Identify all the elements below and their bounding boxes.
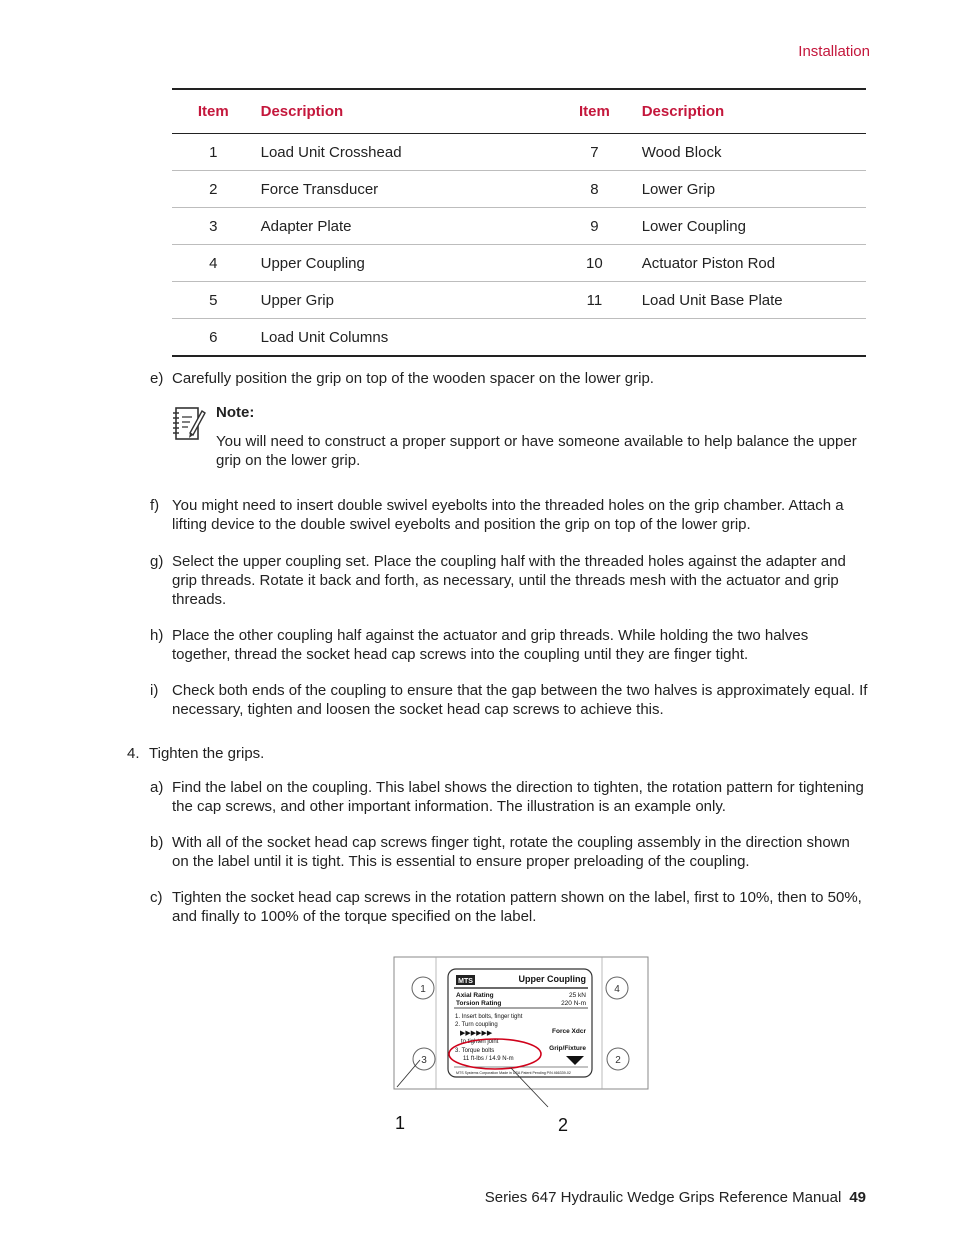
section-header: Installation (798, 43, 870, 60)
step-label: h) (150, 627, 164, 644)
item-number: 1 (209, 143, 218, 161)
item-description: Load Unit Columns (260, 328, 389, 346)
bolt-3 (413, 1048, 435, 1070)
grip-fixture-label: Grip/Fixture (549, 1045, 586, 1052)
table-header-row (172, 89, 866, 134)
callout-2: 2 (558, 1115, 569, 1135)
step-text: With all of the socket head cap screws finger tight, rotate the coupling assembly in the direction shown on the label until it is tight. This is essential to ensure proper preloading of the coupling. (172, 834, 850, 870)
step-text: Carefully position the grip on top of the wooden spacer on the lower grip. (172, 370, 654, 387)
item-description: Upper Coupling (260, 254, 365, 272)
item-description (636, 319, 866, 357)
column-header-description: Description (260, 103, 344, 120)
instruction-torque-bolts: 3. Torque bolts (455, 1048, 495, 1054)
axial-rating-value: 25 kN (569, 992, 586, 999)
instruction-turn-coupling: 2. Turn coupling (455, 1022, 498, 1028)
manual-title: Series 647 Hydraulic Wedge Grips Reference Manual (484, 1189, 842, 1206)
step-label: e) (150, 370, 164, 387)
item-description: Actuator Piston Rod (641, 254, 776, 272)
coupling-label-title: Upper Coupling (518, 974, 586, 984)
svg-text:4: 4 (614, 984, 620, 995)
mts-logo: MTS (458, 978, 473, 985)
step-text: Find the label on the coupling. This label shows the direction to tighten, the rotation pattern for tightening the cap screws, and other important information. The illustration is an example only. (172, 779, 864, 815)
item-description: Adapter Plate (260, 217, 352, 235)
table-row (172, 171, 866, 208)
axial-rating-label: Axial Rating (456, 992, 494, 999)
note-title: Note: (216, 404, 255, 421)
note-icon (172, 405, 206, 443)
force-xdcr-label: Force Xdcr (552, 1028, 586, 1035)
callout-1: 1 (395, 1113, 406, 1133)
torque-value: 11 ft-lbs / 14.9 N-m (463, 1056, 514, 1062)
item-number: 11 (586, 291, 603, 309)
step-label: b) (150, 834, 164, 851)
item-description: Load Unit Crosshead (260, 143, 402, 161)
item-description: Wood Block (641, 143, 722, 161)
page-footer (485, 1189, 866, 1206)
svg-text:3: 3 (421, 1055, 427, 1066)
item-description: Load Unit Base Plate (641, 291, 783, 309)
item-description: Force Transducer (260, 180, 379, 198)
item-number: 5 (209, 291, 218, 309)
step-label: i) (150, 682, 159, 699)
step-label: g) (150, 553, 164, 570)
step-label: c) (150, 889, 163, 906)
table-row (172, 282, 866, 319)
bolt-1 (412, 977, 434, 999)
bolt-4 (606, 977, 628, 999)
step-text: Check both ends of the coupling to ensure that the gap between the two halves is approximately equal. If necessary, tighten and loosen the socket head cap screws to achieve this. (172, 682, 868, 718)
rotation-arrows: ▶▶▶▶▶▶ (460, 1030, 493, 1037)
item-number: 4 (209, 254, 218, 272)
item-number: 9 (590, 217, 599, 235)
step-text: You might need to insert double swivel eyebolts into the threaded holes on the grip chamber. Attach a lifting device to the double swivel eyebolts and position the grip on top of the lower grip. (172, 497, 844, 533)
step-label: a) (150, 779, 164, 796)
column-header-item: Item (197, 103, 229, 120)
svg-text:2: 2 (615, 1055, 621, 1066)
coupling-label-illustration (390, 955, 652, 1140)
item-number: 7 (590, 143, 599, 161)
torsion-rating-value: 220 N-m (561, 1000, 586, 1007)
step-text: Select the upper coupling set. Place the coupling half with the threaded holes against the adapter and grip threads. Rotate it back and forth, as necessary, until the threads mesh with the actuator and grip threads. (172, 553, 846, 608)
item-number: 2 (209, 180, 218, 198)
item-description: Lower Coupling (641, 217, 746, 235)
table-row (172, 245, 866, 282)
svg-text:1: 1 (420, 984, 426, 995)
step-text: Tighten the socket head cap screws in the rotation pattern shown on the label, first to 10%, then to 50%, and finally to 100% of the torque specified on the label. (172, 889, 862, 925)
item-number: 6 (209, 328, 218, 346)
table-row (172, 134, 866, 171)
page-number: 49 (849, 1189, 866, 1206)
step-text: Place the other coupling half against the actuator and grip threads. While holding the two halves together, thread the socket head cap screws into the coupling until they are finger tight. (172, 627, 809, 663)
table-row (172, 208, 866, 245)
bolt-2 (607, 1048, 629, 1070)
item-description-table (172, 88, 866, 357)
step-label: 4. (127, 745, 140, 762)
item-number: 10 (586, 254, 603, 272)
step-text: Tighten the grips. (149, 745, 265, 762)
table-row (172, 319, 866, 357)
item-description: Upper Grip (260, 291, 334, 309)
step-label: f) (150, 497, 160, 514)
note-text: You will need to construct a proper support or have someone available to help balance the upper grip on the lower grip. (216, 433, 857, 469)
torsion-rating-label: Torsion Rating (456, 1000, 502, 1007)
item-number: 8 (590, 180, 599, 198)
instruction-tighten-joint: to tighten joint (461, 1039, 499, 1045)
instruction-insert-bolts: 1. Insert bolts, finger tight (455, 1014, 523, 1020)
item-description: Lower Grip (641, 180, 716, 198)
column-header-item: Item (578, 103, 610, 120)
label-fine-print: MTS Systems Corporation Made in USA Patent Pending P/N 466339-02 (456, 1071, 571, 1075)
item-number: 3 (209, 217, 218, 235)
column-header-description: Description (641, 103, 725, 120)
item-number (553, 319, 636, 357)
